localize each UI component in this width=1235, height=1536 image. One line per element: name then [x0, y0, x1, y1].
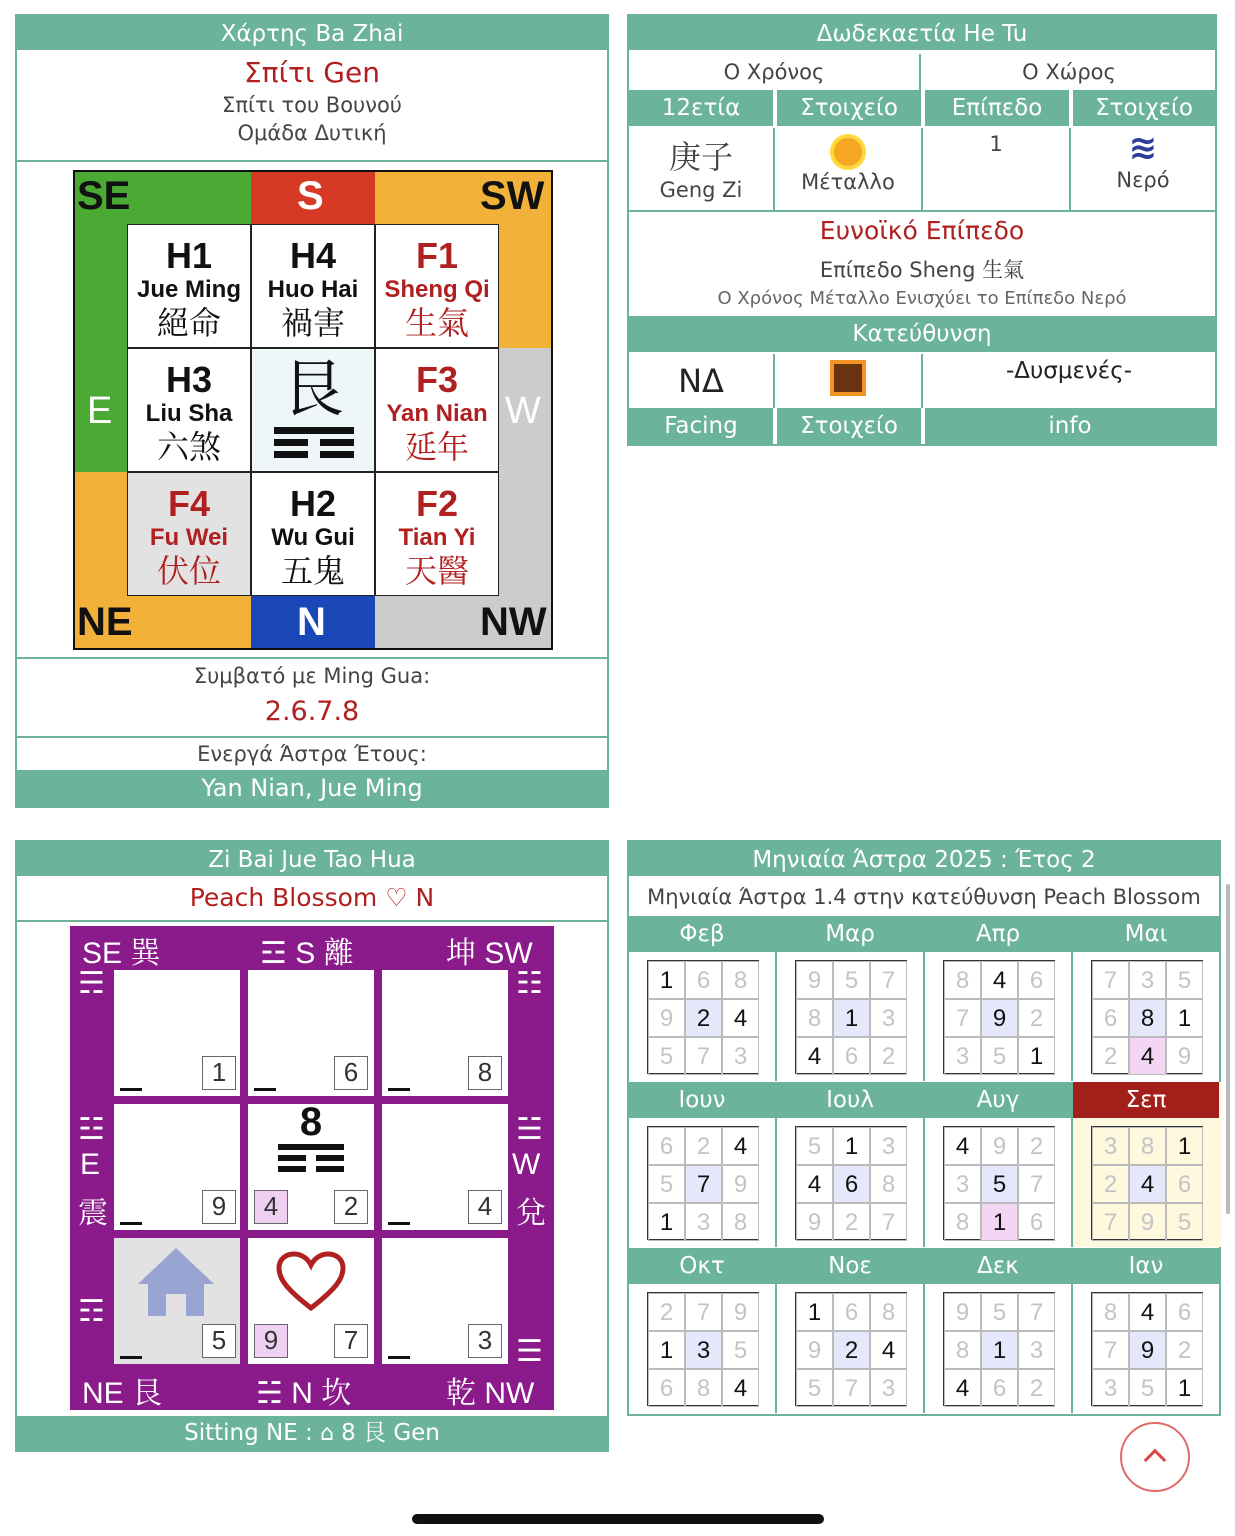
dir-se: SE [77, 174, 131, 218]
month-star-grid [795, 960, 907, 1074]
month-star-grid [795, 1292, 907, 1406]
month-star-grid [943, 1126, 1055, 1240]
month-star: 4 [722, 1127, 759, 1165]
months-grid [629, 916, 1219, 1414]
month-star: 2 [833, 1203, 870, 1241]
month-star: 9 [648, 999, 685, 1037]
qian-trigram-icon: ☰ [516, 1335, 543, 1368]
month-star: 9 [1129, 1203, 1166, 1241]
monthly-subtitle: Μηνιαία Άστρα 1.4 στην κατεύθυνση Peach Blossom [647, 885, 1201, 909]
pb-num: 4 [468, 1190, 502, 1224]
month-star: 5 [796, 1127, 833, 1165]
month-star: 9 [981, 1127, 1018, 1165]
pb-cell-s [248, 970, 374, 1096]
month-star-grid [647, 1126, 759, 1240]
bazhai-cell-f4: F4 Fu Wei 伏位 [127, 472, 251, 596]
pb-label-e-cn: 震 [78, 1197, 108, 1230]
month-star: 2 [1092, 1037, 1129, 1075]
hetu-title: Δωδεκαετία He Tu [629, 16, 1215, 52]
home-indicator [412, 1514, 824, 1524]
month-star: 1 [981, 1203, 1018, 1241]
month-star: 7 [944, 999, 981, 1037]
month-star: 6 [1018, 961, 1055, 999]
dir-s: S [297, 174, 324, 218]
month-star: 2 [1018, 1127, 1055, 1165]
month-star: 2 [1018, 999, 1055, 1037]
month-star: 3 [944, 1037, 981, 1075]
month-star: 3 [870, 999, 907, 1037]
bazhai-title: Χάρτης Ba Zhai [17, 16, 607, 52]
month-star: 9 [1166, 1037, 1203, 1075]
month-header[interactable]: Νοε [777, 1248, 923, 1284]
month-star: 9 [796, 961, 833, 999]
month-star: 8 [722, 1203, 759, 1241]
pb-monthly-num: 4 [254, 1190, 288, 1224]
month-star: 3 [685, 1331, 722, 1369]
month-card [629, 1082, 777, 1247]
space-label: Ο Χώρος [1022, 60, 1116, 84]
month-star-grid [1091, 1126, 1203, 1240]
space-element-label: Νερό [1116, 168, 1170, 192]
year-pinyin: Geng Zi [659, 178, 743, 202]
kun-trigram-icon: ☷ [516, 967, 543, 1000]
house-subtitle: Σπίτι του Βουνού [222, 93, 402, 117]
month-star: 3 [1129, 961, 1166, 999]
pb-cell-sw [382, 970, 508, 1096]
footer-info: info [925, 408, 1215, 444]
dir-ne: NE [77, 600, 133, 644]
month-star-grid [647, 1292, 759, 1406]
active-stars-label: Ενεργά Άστρα Έτους: [197, 742, 427, 766]
month-star: 8 [722, 961, 759, 999]
space-element-cell [1071, 128, 1215, 210]
month-star: 4 [870, 1331, 907, 1369]
month-star: 9 [981, 999, 1018, 1037]
month-star: 5 [1166, 1203, 1203, 1241]
month-star-grid [1091, 1292, 1203, 1406]
month-star: 4 [722, 1369, 759, 1407]
monthly-panel [627, 840, 1221, 1416]
month-star: 8 [944, 961, 981, 999]
heart-icon [275, 1250, 347, 1312]
month-star: 5 [648, 1037, 685, 1075]
month-star: 7 [1018, 1293, 1055, 1331]
metal-icon [830, 134, 866, 170]
month-star: 2 [685, 999, 722, 1037]
month-star: 7 [1092, 1203, 1129, 1241]
pb-cell-se [114, 970, 240, 1096]
pb-num: 2 [334, 1190, 368, 1224]
month-star: 4 [796, 1165, 833, 1203]
pb-num: 8 [468, 1056, 502, 1090]
month-star-grid [943, 960, 1055, 1074]
pb-label-w-cn: 兌 [516, 1197, 546, 1230]
compat-label: Συμβατό με Ming Gua: [193, 664, 431, 688]
month-star: 7 [1092, 961, 1129, 999]
pb-cell-n [248, 1238, 374, 1364]
bazhai-cell-h2: H2 Wu Gui 五鬼 [251, 472, 375, 596]
month-star: 1 [648, 961, 685, 999]
favorable-note: Ο Χρόνος Μέταλλο Ενισχύει το Επίπεδο Νερό [717, 288, 1127, 309]
month-header[interactable]: Σεπ [1073, 1082, 1219, 1118]
time-element-label: Μέταλλο [801, 170, 895, 194]
pb-label-ne: NE 艮 [82, 1377, 163, 1410]
house-title: Σπίτι Gen [244, 56, 380, 89]
scrollbar[interactable] [1226, 884, 1230, 1214]
month-star-grid [647, 960, 759, 1074]
house-group: Ομάδα Δυτική [237, 121, 387, 145]
month-star: 4 [722, 999, 759, 1037]
peach-footer: Sitting NE : ⌂ 8 艮 Gen [17, 1416, 607, 1450]
month-star: 8 [870, 1293, 907, 1331]
pb-label-se: SE 巽 [82, 937, 161, 970]
center-gen-char: 艮 [281, 355, 344, 424]
month-star: 2 [685, 1127, 722, 1165]
month-star: 6 [833, 1293, 870, 1331]
time-element-cell [775, 128, 923, 210]
gen-trigram-icon [274, 427, 354, 458]
pb-cell-center [248, 1100, 374, 1230]
level-value: 1 [989, 132, 1003, 156]
favorable-title: Ευνοϊκό Επίπεδο [819, 216, 1025, 245]
gen-trigram-side-icon: ☶ [78, 1295, 105, 1328]
month-star: 7 [1092, 1331, 1129, 1369]
month-star: 1 [648, 1331, 685, 1369]
month-star: 8 [944, 1331, 981, 1369]
peach-title: Zi Bai Jue Tao Hua [17, 842, 607, 878]
month-star: 8 [1092, 1293, 1129, 1331]
month-star: 3 [1092, 1127, 1129, 1165]
year-cell [629, 128, 775, 210]
month-star: 3 [870, 1369, 907, 1407]
month-star: 9 [1129, 1331, 1166, 1369]
month-header[interactable]: Ιουλ [777, 1082, 923, 1118]
pb-num: 7 [334, 1324, 368, 1358]
house-icon [134, 1244, 218, 1320]
month-star: 7 [685, 1165, 722, 1203]
month-card [925, 1248, 1073, 1413]
dir-w: W [505, 390, 541, 432]
pb-label-e: E [80, 1148, 101, 1181]
month-header[interactable]: Μαι [1073, 916, 1219, 952]
month-star-grid [943, 1292, 1055, 1406]
month-star: 5 [833, 961, 870, 999]
col-time-element: Στοιχείο [777, 90, 921, 126]
pb-cell-e [114, 1104, 240, 1230]
month-star: 8 [870, 1165, 907, 1203]
month-star: 2 [1166, 1331, 1203, 1369]
month-star: 4 [944, 1127, 981, 1165]
xun-trigram-icon: ☴ [78, 967, 105, 1000]
month-star-grid [1091, 960, 1203, 1074]
month-star: 1 [1166, 1369, 1203, 1407]
col-level: Επίπεδο [925, 90, 1069, 126]
house-small-icon: ⌂ [320, 1421, 342, 1446]
favorable-level: Επίπεδο Sheng 生氣 [819, 258, 1025, 282]
month-header[interactable]: Αυγ [925, 1082, 1071, 1118]
direction-header: Κατεύθυνση [629, 316, 1215, 352]
month-header[interactable]: Ιουν [629, 1082, 775, 1118]
bazhai-cell-f3: F3 Yan Nian 延年 [375, 348, 499, 472]
month-star: 9 [722, 1293, 759, 1331]
month-star: 8 [944, 1203, 981, 1241]
bazhai-cell-h4: H4 Huo Hai 禍害 [251, 224, 375, 348]
month-star: 9 [944, 1293, 981, 1331]
pb-cell-ne [114, 1238, 240, 1364]
month-star: 1 [1166, 999, 1203, 1037]
col-12etia: 12ετία [629, 90, 773, 126]
active-stars-value: Yan Nian, Jue Ming [17, 770, 607, 806]
bazhai-cell-h1: H1 Jue Ming 絕命 [127, 224, 251, 348]
month-star: 3 [870, 1127, 907, 1165]
month-card [777, 916, 925, 1081]
col-space-element: Στοιχείο [1073, 90, 1215, 126]
month-star: 5 [981, 1037, 1018, 1075]
info-value: -Δυσμενές- [1005, 358, 1133, 384]
month-star: 8 [1129, 1127, 1166, 1165]
month-star: 5 [1166, 961, 1203, 999]
month-star: 4 [944, 1369, 981, 1407]
month-star: 3 [1092, 1369, 1129, 1407]
month-star: 1 [648, 1203, 685, 1241]
month-star: 5 [981, 1165, 1018, 1203]
chevron-up-icon [1144, 1449, 1167, 1472]
dir-sw: SW [480, 174, 545, 218]
pb-cell-nw [382, 1238, 508, 1364]
bazhai-cell-f2: F2 Tian Yi 天醫 [375, 472, 499, 596]
facing-value-cell [629, 354, 775, 408]
month-star: 6 [833, 1037, 870, 1075]
scroll-top-button[interactable] [1120, 1422, 1190, 1492]
zhen-trigram-icon: ☳ [78, 1113, 105, 1146]
month-header[interactable]: Μαρ [777, 916, 923, 952]
month-star: 2 [648, 1293, 685, 1331]
month-star: 7 [870, 1203, 907, 1241]
bazhai-cell-f1: F1 Sheng Qi 生氣 [375, 224, 499, 348]
month-star-grid [795, 1126, 907, 1240]
bazhai-chart [73, 170, 553, 650]
year-cn: 庚子 [668, 138, 733, 176]
month-card [777, 1082, 925, 1247]
month-star: 7 [870, 961, 907, 999]
month-star: 6 [1092, 999, 1129, 1037]
bazhai-panel [15, 14, 609, 808]
month-star: 5 [1129, 1369, 1166, 1407]
month-star: 1 [833, 999, 870, 1037]
month-star: 4 [1129, 1165, 1166, 1203]
pb-num: 3 [468, 1324, 502, 1358]
month-star: 4 [981, 961, 1018, 999]
month-star: 7 [1018, 1165, 1055, 1203]
month-star: 2 [870, 1037, 907, 1075]
month-star: 6 [685, 961, 722, 999]
dir-n: N [297, 600, 326, 644]
month-card [629, 916, 777, 1081]
month-star: 5 [981, 1293, 1018, 1331]
pb-label-s: ☲ S 離 [260, 937, 354, 970]
month-star: 9 [796, 1331, 833, 1369]
month-star: 5 [796, 1369, 833, 1407]
month-star: 6 [648, 1369, 685, 1407]
month-star: 6 [833, 1165, 870, 1203]
month-card [925, 916, 1073, 1081]
month-star: 6 [648, 1127, 685, 1165]
pb-label-nw: 乾 NW [446, 1377, 535, 1410]
month-header[interactable]: Ιαν [1073, 1248, 1219, 1284]
pb-num: 1 [202, 1056, 236, 1090]
month-star: 2 [1018, 1369, 1055, 1407]
pb-label-sw: 坤 SW [446, 937, 533, 970]
pb-monthly-num: 9 [254, 1324, 288, 1358]
compat-value: 2.6.7.8 [264, 696, 360, 727]
month-star: 1 [981, 1331, 1018, 1369]
monthly-title: Μηνιαία Άστρα 2025 : Έτος 2 [629, 842, 1219, 878]
month-star: 6 [1166, 1165, 1203, 1203]
month-star: 8 [796, 999, 833, 1037]
month-star: 2 [833, 1331, 870, 1369]
dui-trigram-icon: ☱ [516, 1113, 543, 1146]
month-star: 3 [1018, 1331, 1055, 1369]
month-card [1073, 1082, 1221, 1247]
pb-label-n: ☵ N 坎 [256, 1377, 352, 1410]
month-star: 3 [685, 1203, 722, 1241]
footer-element: Στοιχείο [777, 408, 921, 444]
footer-facing: Facing [629, 408, 773, 444]
dir-e: E [87, 390, 113, 432]
month-header[interactable]: Φεβ [629, 916, 775, 952]
month-star: 4 [1129, 1293, 1166, 1331]
hetu-panel [627, 14, 1217, 446]
month-star: 3 [944, 1165, 981, 1203]
month-card [777, 1248, 925, 1413]
month-star: 9 [796, 1203, 833, 1241]
pb-num: 5 [202, 1324, 236, 1358]
pb-num: 9 [202, 1190, 236, 1224]
time-label: Ο Χρόνος [629, 54, 921, 90]
month-star: 8 [685, 1369, 722, 1407]
month-star: 6 [1018, 1203, 1055, 1241]
facing-element-cell [775, 354, 923, 408]
month-star: 1 [833, 1127, 870, 1165]
month-star: 1 [1166, 1127, 1203, 1165]
month-star: 6 [1166, 1293, 1203, 1331]
month-card [925, 1082, 1073, 1247]
month-star: 9 [722, 1165, 759, 1203]
month-star: 4 [796, 1037, 833, 1075]
month-star: 1 [796, 1293, 833, 1331]
month-star: 7 [833, 1369, 870, 1407]
month-header[interactable]: Οκτ [629, 1248, 775, 1284]
pb-num: 6 [334, 1056, 368, 1090]
month-header[interactable]: Απρ [925, 916, 1071, 952]
peach-subtitle: Peach Blossom ♡ N [189, 883, 435, 912]
month-star: 7 [685, 1293, 722, 1331]
month-star: 5 [648, 1165, 685, 1203]
month-card [629, 1248, 777, 1413]
month-card [1073, 916, 1221, 1081]
bazhai-cell-center [251, 348, 375, 472]
month-star: 8 [1129, 999, 1166, 1037]
bazhai-cell-h3: H3 Liu Sha 六煞 [127, 348, 251, 472]
level-cell [923, 128, 1071, 210]
month-star: 3 [722, 1037, 759, 1075]
month-star: 4 [1129, 1037, 1166, 1075]
month-star: 6 [981, 1369, 1018, 1407]
kan-trigram-icon: ☵ [256, 1377, 292, 1410]
dir-nw: NW [480, 600, 547, 644]
li-trigram-icon: ☲ [260, 937, 296, 970]
month-star: 1 [1018, 1037, 1055, 1075]
water-icon: ≋ [1128, 128, 1158, 168]
month-star: 2 [1092, 1165, 1129, 1203]
earth-element-icon [830, 360, 866, 396]
pb-center-num: 8 [299, 1100, 323, 1144]
pb-label-w: W [512, 1148, 541, 1181]
gen-trigram-icon [278, 1144, 344, 1172]
facing-value: ΝΔ [678, 362, 724, 400]
month-star: 5 [722, 1331, 759, 1369]
month-star: 7 [685, 1037, 722, 1075]
pb-cell-w [382, 1104, 508, 1230]
peach-chart [70, 926, 554, 1410]
month-header[interactable]: Δεκ [925, 1248, 1071, 1284]
month-card [1073, 1248, 1221, 1413]
